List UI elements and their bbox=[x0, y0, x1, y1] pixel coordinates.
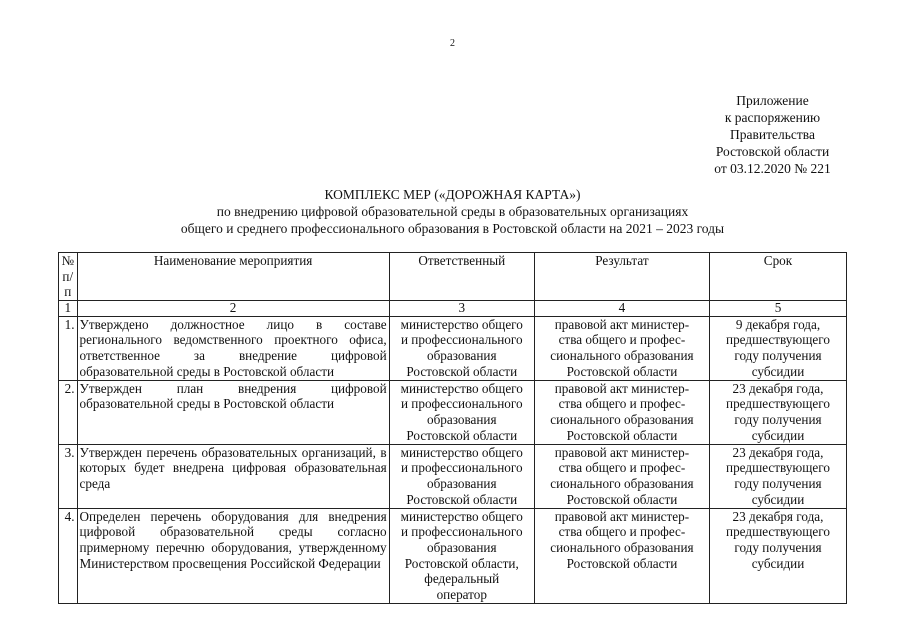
deadline-line: субсидии bbox=[751, 427, 805, 443]
appendix-line: Приложение bbox=[736, 93, 809, 108]
responsible-line: образования bbox=[426, 475, 497, 491]
responsible-cell bbox=[389, 316, 534, 380]
subtitle-line: по внедрению цифровой образовательной среды в образовательных организациях bbox=[216, 204, 689, 219]
table-row bbox=[59, 380, 847, 444]
responsible-line: и профессионального bbox=[400, 332, 523, 348]
result-line: правовой акт министер- bbox=[554, 380, 690, 396]
appendix-block bbox=[660, 92, 885, 177]
column-index: 5 bbox=[709, 300, 846, 316]
deadline-line: 23 декабря года, bbox=[732, 380, 824, 396]
result-line: ства общего и профес- bbox=[558, 396, 686, 412]
responsible-line: федеральный bbox=[424, 571, 500, 587]
result-cell bbox=[534, 380, 709, 444]
result-line: сионального образования bbox=[550, 475, 694, 491]
table-row bbox=[59, 316, 847, 380]
result-line: правовой акт министер- bbox=[554, 444, 690, 460]
responsible-line: оператор bbox=[436, 586, 487, 602]
column-index: 1 bbox=[59, 300, 78, 316]
responsible-line: Ростовской области, bbox=[404, 555, 519, 571]
responsible-cell bbox=[389, 380, 534, 444]
column-index: 2 bbox=[77, 300, 389, 316]
responsible-line: и профессионального bbox=[400, 460, 523, 476]
deadline-line: субсидии bbox=[751, 491, 805, 507]
deadline-line: году получения bbox=[734, 475, 822, 491]
deadline-line: 23 декабря года, bbox=[732, 444, 824, 460]
measure-name: Утвержден перечень образовательных организаций, в которых будет внедрена цифровая образовательная среда bbox=[77, 444, 389, 508]
measures-table bbox=[58, 252, 847, 604]
responsible-line: образования bbox=[426, 347, 497, 363]
responsible-line: и профессионального bbox=[400, 396, 523, 412]
result-line: Ростовской области bbox=[566, 363, 678, 379]
deadline-line: предшествующего bbox=[726, 460, 830, 476]
deadline-cell bbox=[709, 508, 846, 603]
responsible-line: образования bbox=[426, 539, 497, 555]
deadline-line: субсидии bbox=[751, 363, 805, 379]
result-cell bbox=[534, 316, 709, 380]
deadline-line: предшествующего bbox=[726, 524, 830, 540]
responsible-cell bbox=[389, 444, 534, 508]
responsible-line: министерство общего bbox=[400, 316, 523, 332]
appendix-line: от 03.12.2020 № 221 bbox=[714, 161, 831, 176]
responsible-line: образования bbox=[426, 411, 497, 427]
responsible-line: Ростовской области bbox=[406, 491, 518, 507]
measure-name: Определен перечень оборудования для внедрения цифровой образовательной среды согласно примерному перечню оборудования, утвержденному Министерством просвещения Российской Федерации bbox=[77, 508, 389, 603]
result-line: сионального образования bbox=[550, 539, 694, 555]
result-line: сионального образования bbox=[550, 411, 694, 427]
responsible-line: Ростовской области bbox=[406, 427, 518, 443]
deadline-line: субсидии bbox=[751, 555, 805, 571]
result-line: Ростовской области bbox=[566, 427, 678, 443]
deadline-cell bbox=[709, 380, 846, 444]
deadline-line: предшествующего bbox=[726, 396, 830, 412]
deadline-line: году получения bbox=[734, 347, 822, 363]
responsible-line: Ростовской области bbox=[406, 363, 518, 379]
appendix-line: Ростовской области bbox=[715, 144, 830, 159]
column-index-row bbox=[59, 300, 847, 316]
column-index: 4 bbox=[534, 300, 709, 316]
deadline-line: 9 декабря года, bbox=[735, 316, 821, 332]
deadline-cell bbox=[709, 316, 846, 380]
responsible-line: и профессионального bbox=[400, 524, 523, 540]
result-line: ства общего и профес- bbox=[558, 460, 686, 476]
appendix-line: к распоряжению bbox=[724, 110, 821, 125]
deadline-line: 23 декабря года, bbox=[732, 508, 824, 524]
subtitle-line: общего и среднего профессионального образования в Ростовской области на 2021 – 2023 годы bbox=[180, 221, 725, 236]
result-line: правовой акт министер- bbox=[554, 316, 690, 332]
result-line: Ростовской области bbox=[566, 491, 678, 507]
page-number: 2 bbox=[450, 38, 455, 49]
header-result: Результат bbox=[534, 253, 709, 301]
header-deadline: Срок bbox=[709, 253, 846, 301]
table-header-row bbox=[59, 253, 847, 301]
deadline-line: году получения bbox=[734, 411, 822, 427]
measure-name: Утверждено должностное лицо в составе регионального ведомственного проектного офиса, ответственное за внедрение цифровой образовательной среды в Ростовской области bbox=[77, 316, 389, 380]
header-num: № п/п bbox=[59, 253, 78, 301]
deadline-cell bbox=[709, 444, 846, 508]
appendix-line: Правительства bbox=[730, 127, 815, 142]
row-number: 4. bbox=[59, 508, 78, 603]
deadline-line: предшествующего bbox=[726, 332, 830, 348]
result-cell bbox=[534, 444, 709, 508]
result-line: ства общего и профес- bbox=[558, 332, 686, 348]
result-line: Ростовской области bbox=[566, 555, 678, 571]
column-index: 3 bbox=[389, 300, 534, 316]
row-number: 1. bbox=[59, 316, 78, 380]
result-cell bbox=[534, 508, 709, 603]
result-line: сионального образования bbox=[550, 347, 694, 363]
result-line: ства общего и профес- bbox=[558, 524, 686, 540]
responsible-line: министерство общего bbox=[400, 508, 523, 524]
responsible-line: министерство общего bbox=[400, 380, 523, 396]
table-row bbox=[59, 508, 847, 603]
deadline-line: году получения bbox=[734, 539, 822, 555]
row-number: 3. bbox=[59, 444, 78, 508]
responsible-line: министерство общего bbox=[400, 444, 523, 460]
result-line: правовой акт министер- bbox=[554, 508, 690, 524]
responsible-cell bbox=[389, 508, 534, 603]
header-name: Наименование мероприятия bbox=[77, 253, 389, 301]
title-line: КОМПЛЕКС МЕР («ДОРОЖНАЯ КАРТА») bbox=[324, 187, 581, 202]
header-responsible: Ответственный bbox=[389, 253, 534, 301]
measure-name: Утвержден план внедрения цифровой образовательной среды в Ростовской области bbox=[77, 380, 389, 444]
row-number: 2. bbox=[59, 380, 78, 444]
table-row bbox=[59, 444, 847, 508]
document-title bbox=[0, 186, 905, 237]
